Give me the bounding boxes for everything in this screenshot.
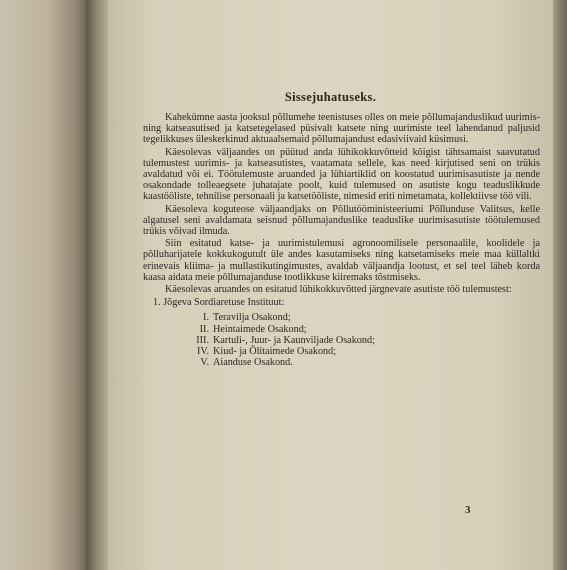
list-item xyxy=(143,312,540,323)
paragraph: Kahekümne aasta jooksul põllumehe teenistuses olles on meie põllumajanduslikud uurimis- ning katseasutised ja katsetegelased püsivalt katsete ning uurimiste teel lahendanud paljusid tegelikkuses üleskerkinud aktuaalsemaid põllumajandust edasiviivaid küsimusi. xyxy=(143,112,540,146)
page-title: Sissejuhatuseks. xyxy=(284,90,377,104)
list-number: I. xyxy=(203,312,209,324)
paragraph: Käesolevas aruandes on esitatud lühikokkuvõtted järgnevate asutiste töö tulemustest: xyxy=(165,284,512,296)
book-page xyxy=(108,0,553,570)
paragraph: Käesoleva koguteose väljaandjaks on Põllutööministeeriumi Põllunduse Valitsus, kelle algatusel seni avaldamata seisnud põllumajanduslike teaduslike uurimisasutiste töötulemused trükis võivad ilmuda. xyxy=(143,203,540,238)
book-spine xyxy=(86,0,108,570)
list-item xyxy=(143,357,540,368)
list-number: II. xyxy=(199,323,209,335)
institute-list xyxy=(143,297,540,368)
list-number: 1. xyxy=(153,297,161,309)
list-item xyxy=(143,297,540,308)
list-label: Kiud- ja Õlitaimede Osakond; xyxy=(213,346,337,358)
list-label: Kartuli-, Juur- ja Kaunviljade Osakond; xyxy=(213,334,375,346)
list-label: Jõgeva Sordiaretuse Instituut: xyxy=(163,297,285,309)
paragraph: Käesolevas väljaandes on püütud anda lühikokkuvõtteid kõigist tähtsamaist saavutatud tulemustest uurimis- ja katseasutistes, vaatamata sellele, kas need kirjutised seni on trükis avaldatud või ei. Töötulemuste aruanded ja lühiartiklid on koostatud uurimisasutiste ja nende osakondade tolleaegsete juhatajate poolt, kuid tulemused on asutiste kogu teaduslikkude kaastööliste, tehnilise personaali ja katsetööliste, nimesid eriti nimetamata, kollektiivse töö vili. xyxy=(143,146,540,203)
list-number: IV. xyxy=(197,346,209,358)
body-text xyxy=(143,112,540,368)
list-item xyxy=(143,324,540,335)
left-page-edge xyxy=(0,0,86,570)
list-label: Teravilja Osakond; xyxy=(213,312,291,324)
list-number: V. xyxy=(200,357,209,369)
paragraph: Siin esitatud katse- ja uurimistulemusi agronoomilisele personaalile, koolidele ja põlluharijatele kokkukogutult üle andes kasutamiseks ning katsetamiseks meie maa küllaltki erinevais kliima- ja mullastikutingimustes, avaldab väljaandja lootust, et sel teel läheb korda kaasa aidata meie põllumajanduse tootlikkuse kiiremaks tõstmiseks. xyxy=(143,238,540,283)
list-label: Aianduse Osakond. xyxy=(213,357,293,369)
right-page-edge xyxy=(553,0,567,570)
list-item xyxy=(143,335,540,346)
page-number: 3 xyxy=(465,504,471,516)
list-label: Heintaimede Osakond; xyxy=(213,323,307,335)
list-number: III. xyxy=(196,334,209,346)
list-item xyxy=(143,346,540,357)
department-list xyxy=(143,312,540,368)
